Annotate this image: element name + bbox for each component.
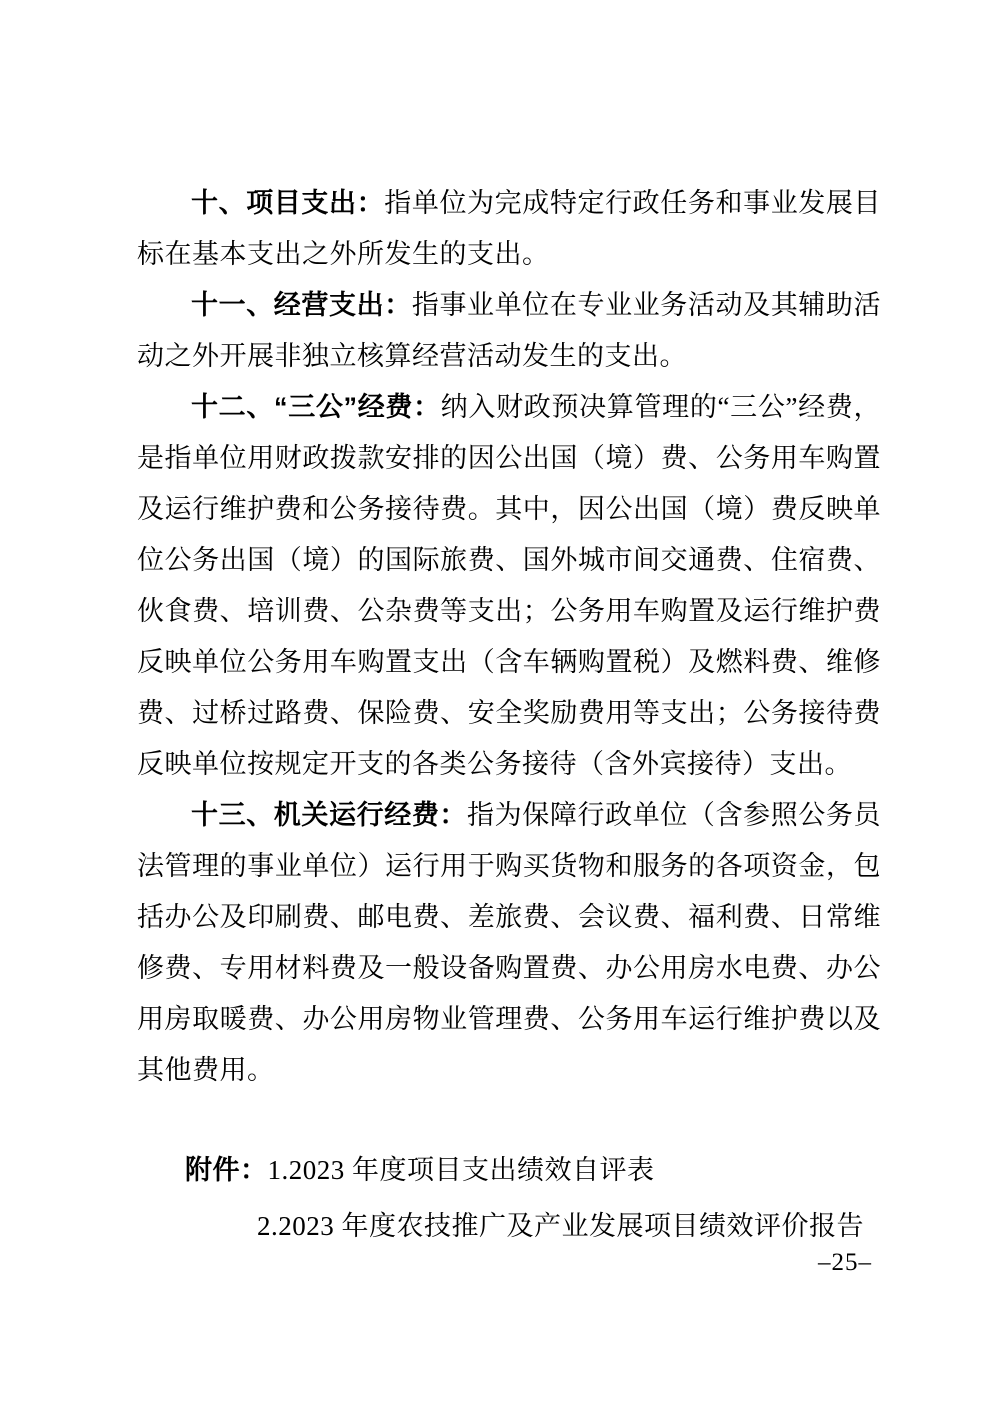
paragraph-lead-12: 十二、“三公”经费： [191,392,441,422]
attachments-section [137,1142,881,1254]
paragraph-lead-11: 十一、经营支出： [191,290,412,320]
paragraph-text-12: 纳入财政预决算管理的“三公”经费，是指单位用财政拨款安排的因公出国（境）费、公务用车购置及运行维护费和公务接待费。其中，因公出国（境）费反映单位公务出国（境）的国际旅费、国外城市间交通费、住宿费、伙食费、培训费、公杂费等支出；公务用车购置及运行维护费反映单位公务用车购置支出（含车辆购置税）及燃料费、维修费、过桥过路费、保险费、安全奖励费用等支出；公务接待费反映单位按规定开支的各类公务接待（含外宾接待）支出。 [137,392,882,779]
attachment-item-1: 1.2023 年度项目支出绩效自评表 [267,1155,655,1185]
paragraph-text-10: 指单位为完成特定行政任务和事业发展目标在基本支出之外所发生的支出。 [137,188,882,269]
paragraph-item-11 [137,280,881,382]
paragraph-lead-10: 十、项目支出： [191,188,385,218]
paragraph-item-12 [137,382,881,790]
attachment-item-2: 2.2023 年度农技推广及产业发展项目绩效评价报告 [257,1211,864,1241]
attachments-label: 附件： [185,1155,268,1185]
paragraph-text-11: 指事业单位在专业业务活动及其辅助活动之外开展非独立核算经营活动发生的支出。 [137,290,882,371]
attachment-line-2 [137,1198,881,1254]
paragraph-text-13: 指为保障行政单位（含参照公务员法管理的事业单位）运行用于购买货物和服务的各项资金，包括办公及印刷费、邮电费、差旅费、会议费、福利费、日常维修费、专用材料费及一般设备购置费、办公用房水电费、办公用房取暖费、办公用房物业管理费、公务用车运行维护费以及其他费用。 [137,800,882,1085]
paragraph-lead-13: 十三、机关运行经费： [191,800,468,830]
page-number: –25– [818,1249,872,1276]
paragraph-item-13 [137,790,881,1096]
attachment-line-1 [137,1142,881,1198]
paragraph-item-10 [137,178,881,280]
document-body [137,178,881,1254]
